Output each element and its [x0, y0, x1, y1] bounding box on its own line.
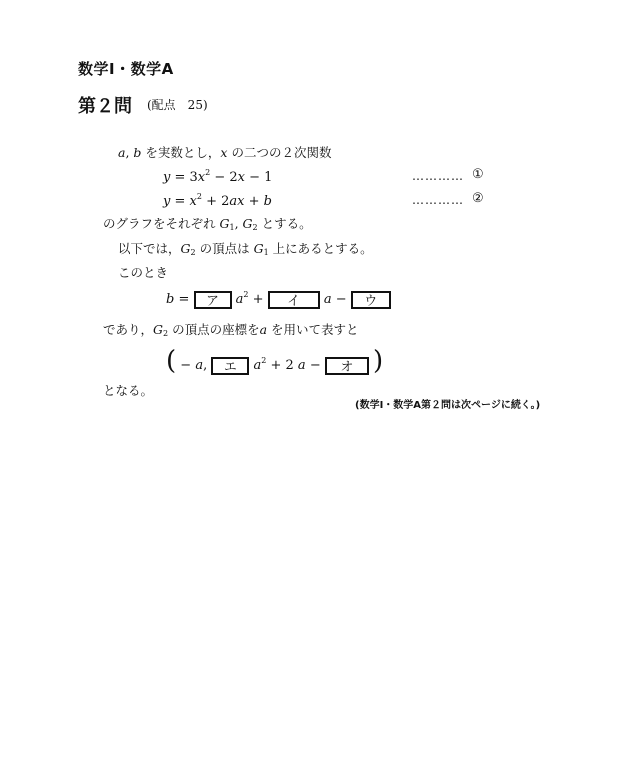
subject-heading: 数学Ⅰ・数学A: [78, 60, 174, 78]
dots-1: …………: [412, 169, 464, 183]
answer-box-i[interactable]: イ: [268, 291, 320, 309]
tonaru-text: となる。: [103, 383, 154, 398]
right-paren: ): [373, 346, 384, 376]
dots-2: …………: [412, 193, 464, 207]
equation-1: $y = 3x^2 - 2x - 1$: [163, 168, 273, 185]
vertex-coordinate-line: であり，$G_2$ の頂点の座標をa を用いて表すと: [103, 322, 359, 338]
coordinate-expression: ( − a, エ $a^2 + 2$ a − オ ): [166, 346, 384, 376]
konotoki-text: このとき: [118, 265, 169, 280]
answer-box-a[interactable]: ア: [194, 291, 232, 309]
answer-box-u[interactable]: ウ: [351, 291, 391, 309]
continuation-note: (数学Ⅰ・数学A第２問は次ページに続く。): [355, 400, 541, 411]
b-equation: b = ア $a^2$ + イ a − ウ: [166, 290, 391, 309]
points-label: (配点 25): [147, 98, 208, 112]
left-paren: (: [166, 346, 177, 376]
equation-marker-1: ①: [472, 167, 484, 182]
problem-title: 第２問: [78, 96, 132, 117]
intro-line: a, b を実数とし，x の二つの２次関数: [118, 145, 332, 160]
graph-definition-line: のグラフをそれぞれ $G_1$, $G_2$ とする。: [103, 216, 312, 232]
vertex-condition-line: 以下では，$G_2$ の頂点は $G_1$ 上にあるとする。: [118, 241, 373, 257]
answer-box-e[interactable]: エ: [211, 357, 249, 375]
answer-box-o[interactable]: オ: [325, 357, 369, 375]
equation-marker-2: ②: [472, 191, 484, 206]
equation-2: $y = x^2 + 2ax + b$: [163, 192, 272, 209]
